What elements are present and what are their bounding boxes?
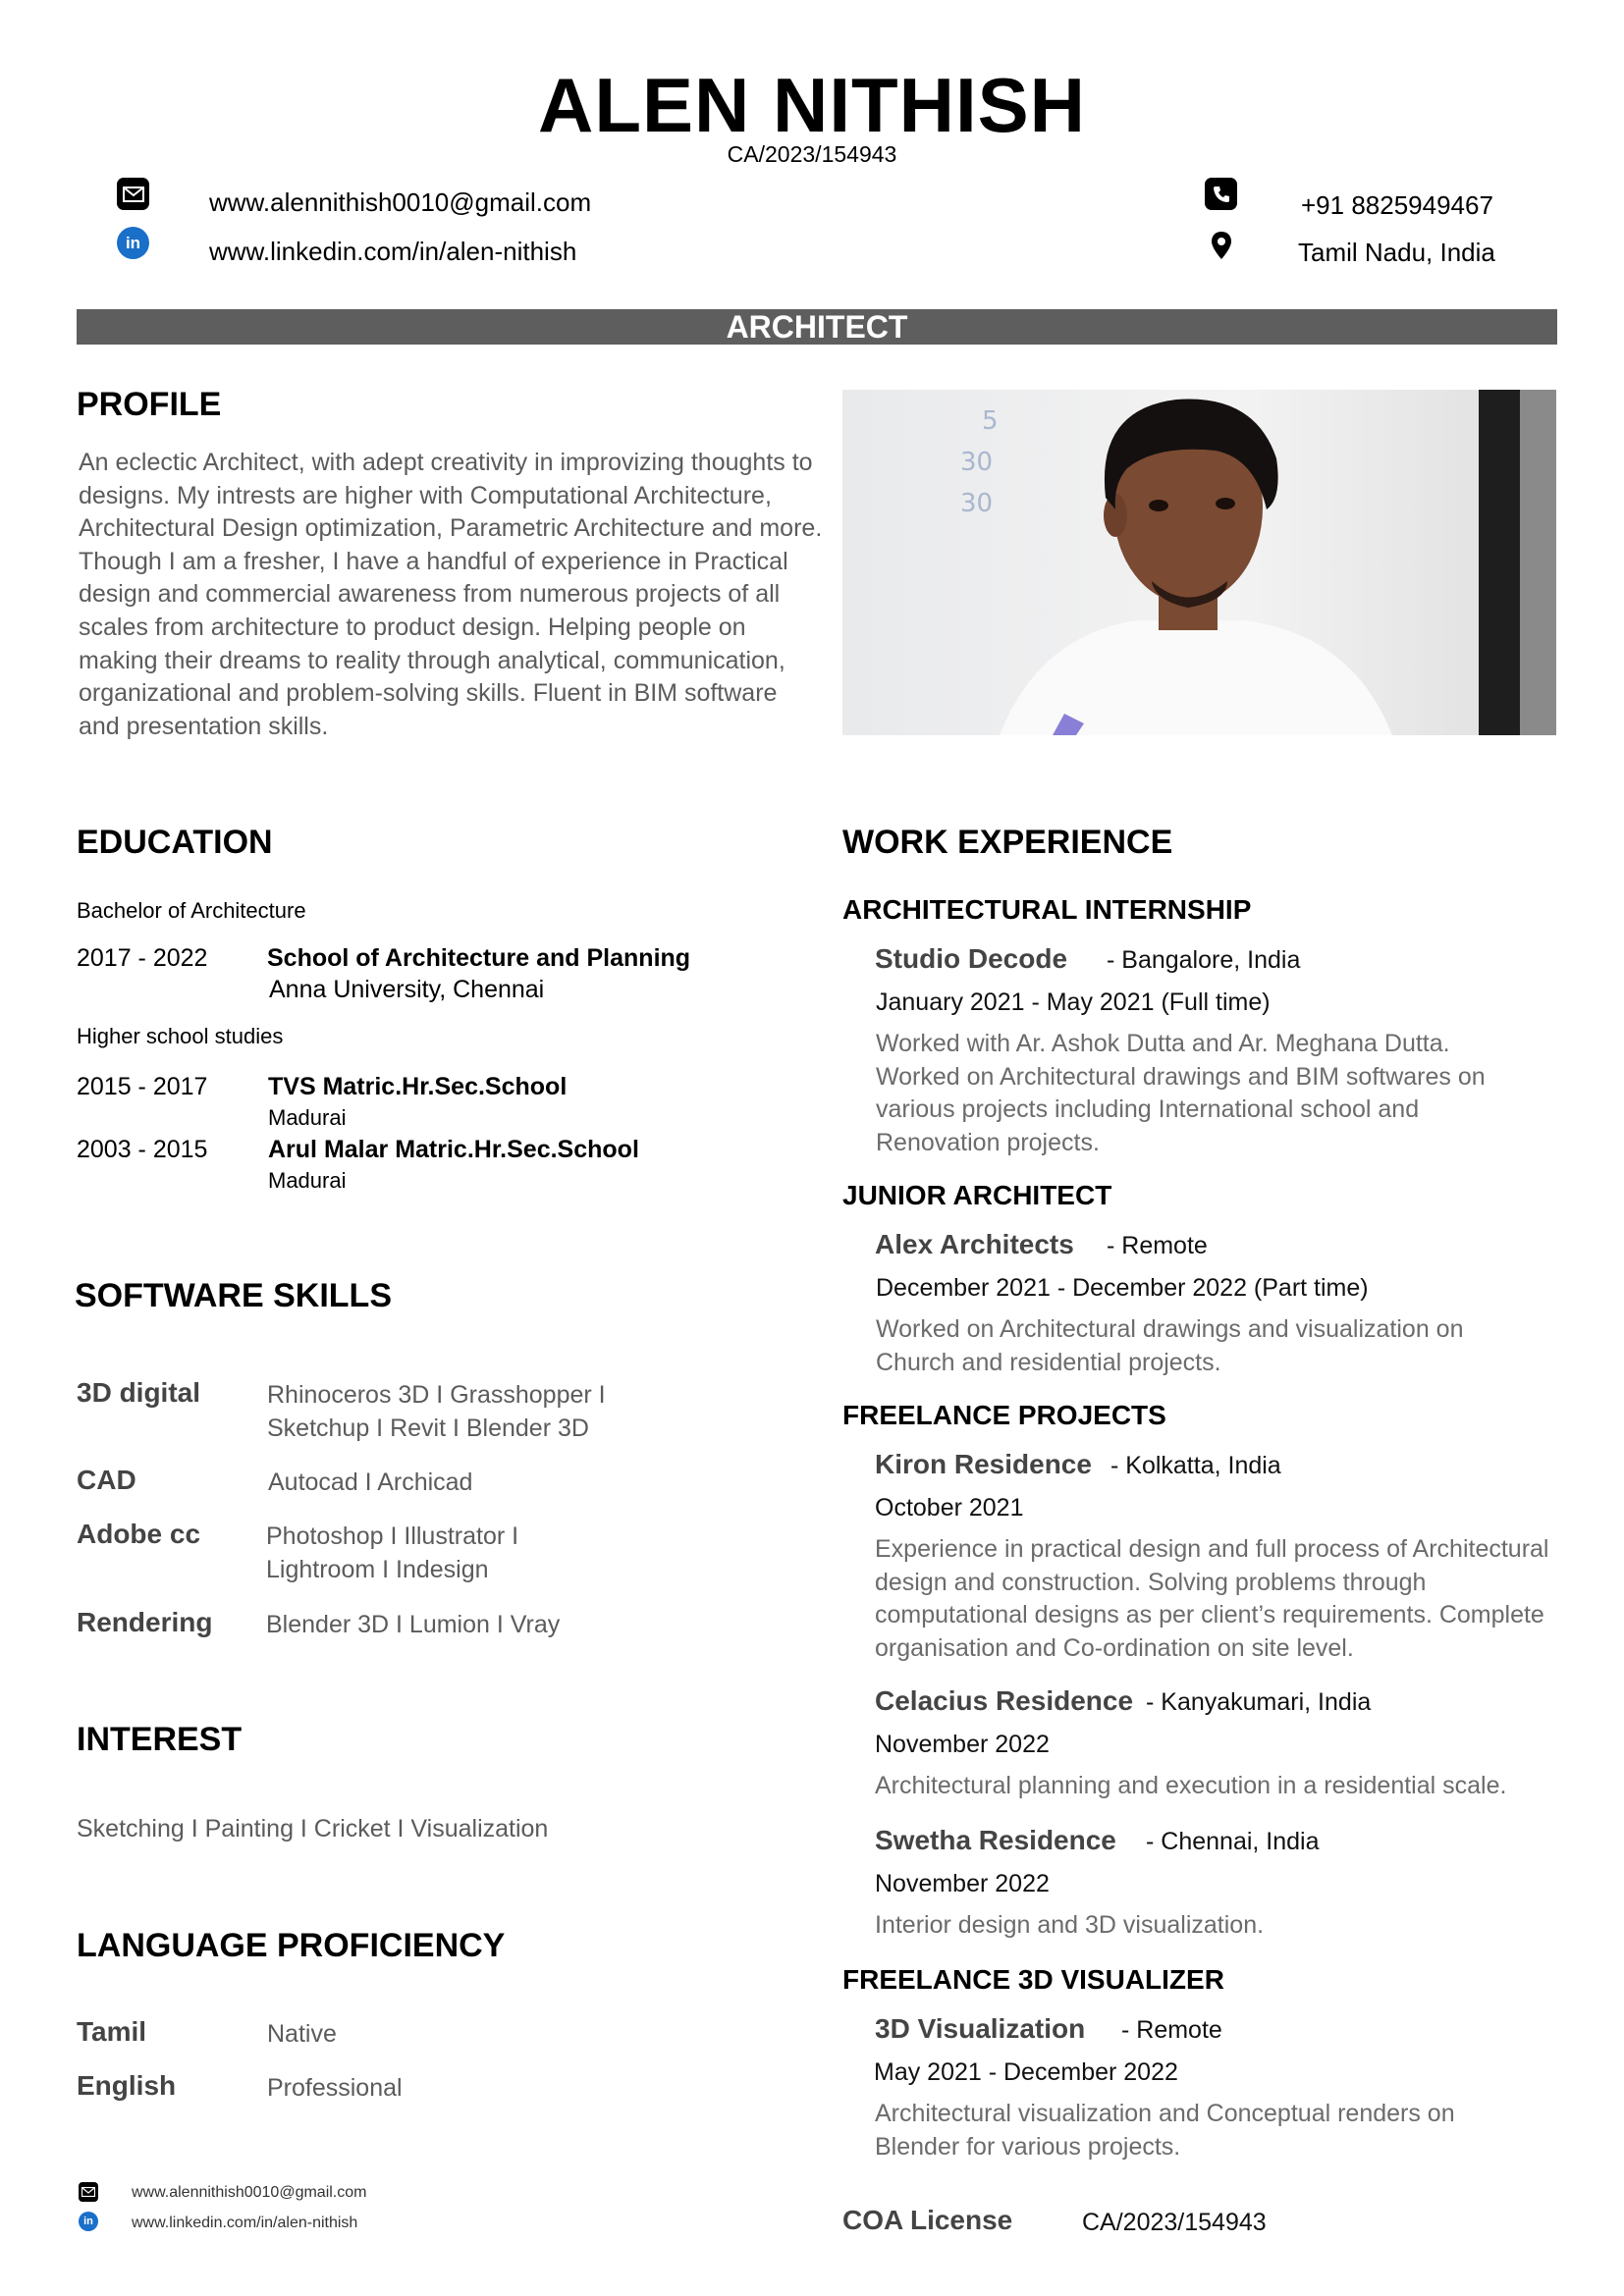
- internship-location: - Bangalore, India: [1107, 946, 1301, 974]
- project-date: November 2022: [875, 1731, 1050, 1758]
- linkedin-link[interactable]: www.linkedin.com/in/alen-nithish: [209, 237, 577, 266]
- internship-company: Studio Decode: [875, 943, 1068, 974]
- degree-university: Anna University, Chennai: [269, 976, 545, 1003]
- project-name: Swetha Residence: [875, 1825, 1116, 1855]
- phone-icon: [1205, 178, 1237, 210]
- junior-dates: December 2021 - December 2022 (Part time): [876, 1274, 1369, 1302]
- visualizer-dates: May 2021 - December 2022: [874, 2058, 1178, 2086]
- school-name: TVS Matric.Hr.Sec.School: [268, 1073, 568, 1100]
- title-banner: ARCHITECT: [77, 309, 1557, 345]
- footer-email[interactable]: www.alennithish0010@gmail.com: [132, 2184, 367, 2201]
- skill-values: Sketchup I Revit I Blender 3D: [267, 1415, 589, 1442]
- footer-linkedin[interactable]: www.linkedin.com/in/alen-nithish: [132, 2215, 358, 2231]
- linkedin-icon: in: [117, 227, 149, 259]
- school-years: 2003 - 2015: [77, 1136, 208, 1163]
- internship-heading: ARCHITECTURAL INTERNSHIP: [842, 894, 1252, 925]
- map-pin-icon: [1210, 231, 1233, 260]
- phone-number[interactable]: +91 8825949467: [1301, 190, 1493, 220]
- degree-school: School of Architecture and Planning: [267, 944, 691, 972]
- junior-company: Alex Architects: [875, 1229, 1074, 1259]
- skill-label: Rendering: [77, 1607, 213, 1637]
- software-heading: SOFTWARE SKILLS: [75, 1277, 392, 1314]
- project-description: Architectural planning and execution in a residential scale.: [875, 1772, 1507, 1799]
- linkedin-icon: in: [79, 2212, 98, 2231]
- envelope-icon: [79, 2182, 98, 2202]
- profile-text: An eclectic Architect, with adept creativity in improvizing thoughts to designs. My intrests are higher with Computational Architecture, Architectural Design optimization, Parametric Architecture and more. Though I am a fresher, I have a handful of experience in Practical design and commercial awareness from numerous projects of all scales from architecture to product design. Helping people on making their dreams to reality through analytical, communication, organizational and problem-solving skills. Fluent in BIM software and presentation skills.: [79, 449, 823, 740]
- profile-photo: [842, 390, 1556, 735]
- skill-values: Lightroom I Indesign: [266, 1556, 489, 1583]
- project-name: Kiron Residence: [875, 1449, 1092, 1479]
- registration-number: CA/2023/154943: [727, 141, 897, 167]
- visualizer-heading: FREELANCE 3D VISUALIZER: [842, 1964, 1224, 1995]
- project-date: October 2021: [875, 1494, 1024, 1522]
- school-place: Madurai: [268, 1105, 347, 1130]
- location-text: Tamil Nadu, India: [1298, 238, 1495, 267]
- interest-text: Sketching I Painting I Cricket I Visualization: [77, 1815, 549, 1842]
- project-description: Interior design and 3D visualization.: [875, 1911, 1265, 1939]
- license-label: COA License: [842, 2205, 1013, 2235]
- junior-heading: JUNIOR ARCHITECT: [842, 1180, 1112, 1210]
- skill-label: Adobe cc: [77, 1519, 201, 1549]
- education-heading: EDUCATION: [77, 824, 273, 861]
- junior-location: - Remote: [1107, 1232, 1208, 1259]
- project-name: Celacius Residence: [875, 1685, 1134, 1716]
- project-location: - Chennai, India: [1146, 1828, 1320, 1855]
- project-description: Experience in practical design and full process of Architectural design and construction. Solving problems through computational designs as per client’s requirements. Complete organisation and Co-ordination on site level.: [875, 1535, 1549, 1662]
- degree-label: Bachelor of Architecture: [77, 898, 306, 923]
- board-number: 30: [960, 448, 994, 477]
- junior-description: Worked on Architectural drawings and visualization on Church and residential projects.: [876, 1315, 1464, 1376]
- resume-name: ALEN NITHISH: [538, 62, 1086, 148]
- language-level: Native: [267, 2020, 337, 2048]
- project-date: November 2022: [875, 1870, 1050, 1897]
- school-years: 2015 - 2017: [77, 1073, 208, 1100]
- envelope-icon: [117, 178, 149, 210]
- skill-label: 3D digital: [77, 1377, 201, 1408]
- profile-heading: PROFILE: [77, 386, 222, 423]
- higher-school-label: Higher school studies: [77, 1024, 284, 1048]
- visualizer-description: Architectural visualization and Conceptual renders on Blender for various projects.: [875, 2100, 1455, 2161]
- skill-values: Autocad I Archicad: [268, 1468, 473, 1496]
- email-link[interactable]: www.alennithish0010@gmail.com: [209, 187, 592, 217]
- internship-dates: January 2021 - May 2021 (Full time): [876, 988, 1271, 1016]
- interest-heading: INTEREST: [77, 1721, 243, 1758]
- language-name: Tamil: [77, 2016, 147, 2047]
- skill-values: Rhinoceros 3D I Grasshopper I: [267, 1381, 606, 1409]
- visualizer-company: 3D Visualization: [875, 2013, 1086, 2044]
- freelance-heading: FREELANCE PROJECTS: [842, 1400, 1166, 1430]
- language-heading: LANGUAGE PROFICIENCY: [77, 1927, 506, 1964]
- work-heading: WORK EXPERIENCE: [842, 824, 1173, 861]
- license-value: CA/2023/154943: [1082, 2209, 1267, 2236]
- skill-values: Photoshop I Illustrator I: [266, 1522, 519, 1550]
- skill-label: CAD: [77, 1465, 136, 1495]
- internship-description: Worked with Ar. Ashok Dutta and Ar. Meghana Dutta. Worked on Architectural drawings and BIM softwares on various projects including International school and Renovation projects.: [876, 1030, 1486, 1156]
- project-location: - Kanyakumari, India: [1146, 1688, 1372, 1716]
- visualizer-location: - Remote: [1121, 2016, 1222, 2044]
- skill-values: Blender 3D I Lumion I Vray: [266, 1611, 561, 1638]
- school-place: Madurai: [268, 1168, 347, 1193]
- board-number: 30: [960, 489, 994, 518]
- project-location: - Kolkatta, India: [1110, 1452, 1281, 1479]
- degree-years: 2017 - 2022: [77, 944, 208, 972]
- school-name: Arul Malar Matric.Hr.Sec.School: [268, 1136, 639, 1163]
- language-level: Professional: [267, 2074, 403, 2102]
- board-number: 5: [982, 406, 999, 436]
- language-name: English: [77, 2070, 177, 2101]
